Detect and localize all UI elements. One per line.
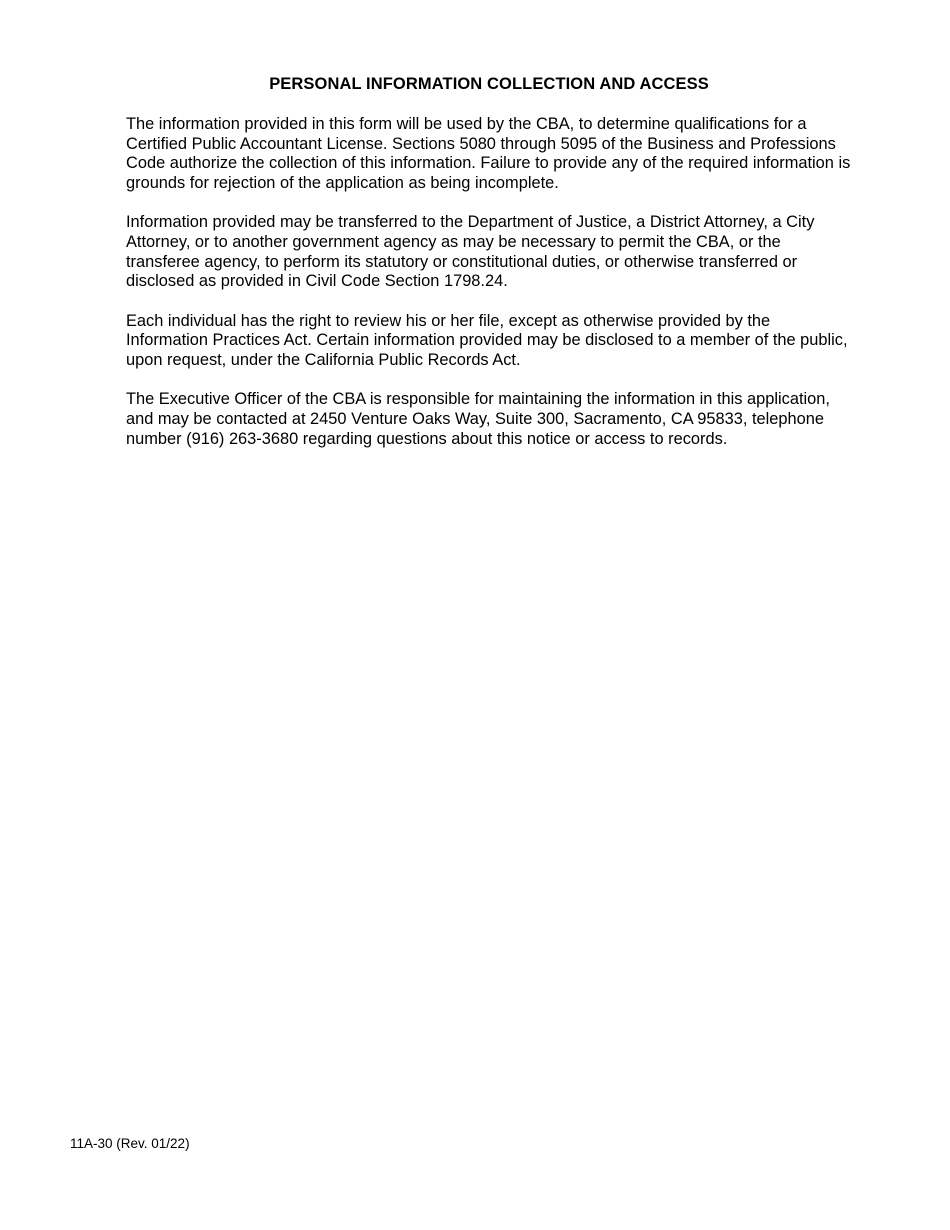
page-title: PERSONAL INFORMATION COLLECTION AND ACCESS <box>269 75 709 93</box>
paragraph-contact: The Executive Officer of the CBA is responsible for maintaining the information in this application, and may be contacted at 2450 Venture Oaks Way, Suite 300, Sacramento, CA 95833, telephone number (916) 263-3680 regarding questions about this notice or access to records. <box>126 390 830 448</box>
form-number-footer: 11A-30 (Rev. 01/22) <box>70 1136 190 1151</box>
paragraph-transfer: Information provided may be transferred to the Department of Justice, a District Attorney, a City Attorney, or to another government agency as may be necessary to permit the CBA, or the transferee agency, to perform its statutory or constitutional duties, or otherwise transferred or disclosed as provided in Civil Code Section 1798.24. <box>126 213 815 291</box>
paragraph-purpose: The information provided in this form will be used by the CBA, to determine qualifications for a Certified Public Accountant License. Sections 5080 through 5095 of the Business and Professions Code authorize the collection of this information. Failure to provide any of the required information is grounds for rejection of the application as being incomplete. <box>126 115 851 193</box>
notice-body <box>126 115 856 469</box>
paragraph-review-rights: Each individual has the right to review his or her file, except as otherwise provided by the Information Practices Act. Certain information provided may be disclosed to a member of the public, upon request, under the California Public Records Act. <box>126 311 848 370</box>
